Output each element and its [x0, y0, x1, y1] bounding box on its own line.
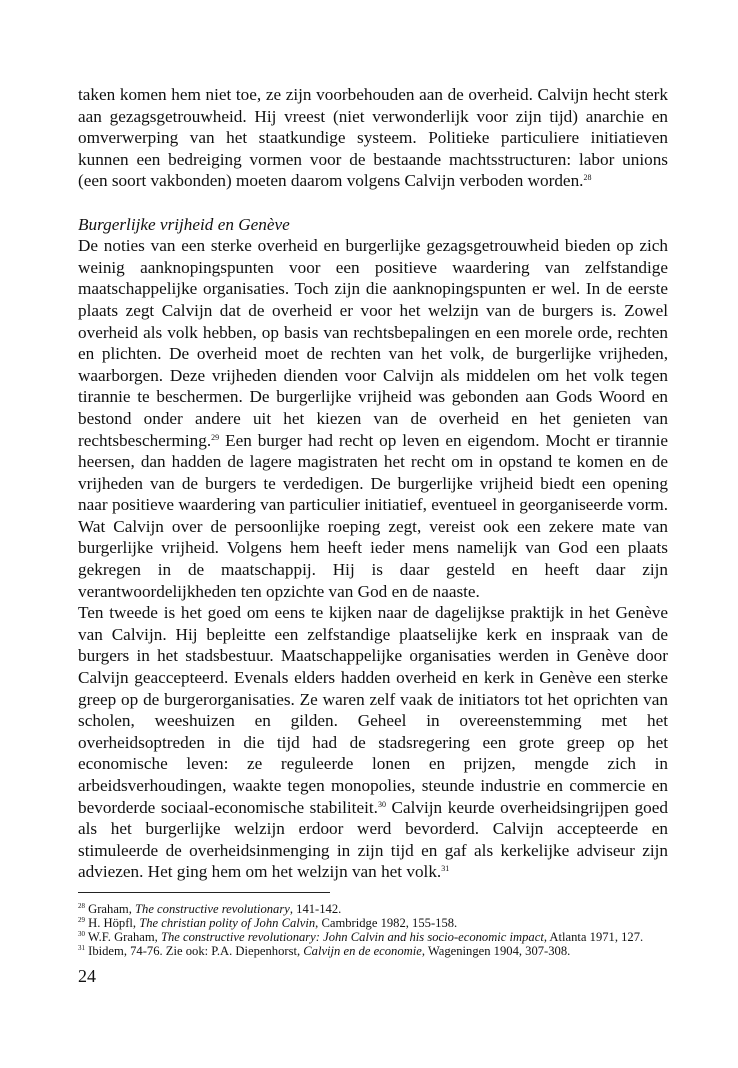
- paragraph-continuation: [78, 84, 668, 192]
- footnote-ref[interactable]: 31: [441, 864, 450, 874]
- section-heading: Burgerlijke vrijheid en Genève: [78, 214, 290, 234]
- paragraph-1: [78, 235, 668, 602]
- footnote-text: Ibidem, 74-76. Zie ook: P.A. Diepenhorst,: [85, 944, 304, 958]
- footnote-item: [78, 944, 668, 958]
- footnote-text: , 141-142.: [289, 902, 342, 916]
- footnote-text: , Atlanta 1971, 127.: [543, 930, 644, 944]
- footnote-text: , Cambridge 1982, 155-158.: [315, 916, 458, 930]
- footnote-number: 30: [78, 930, 85, 938]
- footnote-title: The constructive revolutionary: John Calvin and his socio-economic impact: [160, 930, 544, 944]
- paragraph-text: Een burger had recht op leven en eigendom. Mocht er tirannie heersen, dan hadden de lagere magistraten het recht om in opstand te komen en de vrijheden van de burgers te verdedigen. De burgerlijke vrijheid biedt een opening naar positieve waardering van particulier initiatief, eventueel in georganiseerde vorm. Wat Calvijn over de persoonlijke roeping zegt, vereist ook een zekere mate van burgerlijke vrijheid. Volgens hem heeft ieder mens namelijk van God een plaats gekregen in de maatschappij. Hij is daar gesteld en heeft daar zijn verantwoordelijkheden ten opzichte van God en de naaste.: [78, 430, 668, 601]
- footnote-text: W.F. Graham,: [85, 930, 161, 944]
- footnote-item: [78, 916, 668, 930]
- main-text: [78, 84, 668, 883]
- footnote-ref[interactable]: 29: [211, 432, 220, 442]
- footnote-item: [78, 930, 668, 944]
- footnote-title: The christian polity of John Calvin: [139, 916, 316, 930]
- paragraph-2: [78, 602, 668, 883]
- footnote-title: Calvijn en de economie: [303, 944, 422, 958]
- paragraph-text: Calvijn keurde overheidsingrijpen goed als het burgerlijke welzijn erdoor werd bevorderd. Calvijn accepteerde en stimuleerde de overheidsinmenging in zijn tijd en gaf als kerkelijke adviseur zijn adviezen. Het ging hem om het welzijn van het volk.: [78, 797, 668, 882]
- footnote-ref[interactable]: 28: [583, 173, 592, 183]
- footnote-ref[interactable]: 30: [377, 799, 386, 809]
- footnote-number: 28: [78, 902, 85, 910]
- footnote-text: , Wageningen 1904, 307-308.: [421, 944, 571, 958]
- footnote-item: [78, 902, 668, 916]
- footnote-title: The constructive revolutionary: [135, 902, 290, 916]
- footnote-divider: [78, 892, 330, 893]
- footnote-number: 31: [78, 944, 85, 952]
- paragraph-text: Ten tweede is het goed om eens te kijken naar de dagelijkse praktijk in het Genève van Calvijn. Hij bepleitte een zelfstandige plaatselijke kerk en inspraak van de burgers in het stadsbestuur. Maatschappelijke organisaties werden in Genève door Calvijn geaccepteerd. Evenals elders hadden overheid en kerk in Genève een sterke greep op de burgerorganisaties. Ze waren zelf vaak de initiators tot het oprichten van scholen, weeshuizen en gilden. Geheel in overeenstemming met het overheidsoptreden in die tijd had de stadsregering een grote greep op het economische leven: ze reguleerde lonen en prijzen, mengde zich in arbeidsverhoudingen, waakte tegen monopolies, steunde industrie en commercie en bevorderde sociaal-economische stabiliteit.: [78, 603, 668, 817]
- page-number: 24: [78, 966, 96, 986]
- footnote-number: 29: [78, 916, 85, 924]
- footnotes: [78, 902, 668, 958]
- paragraph-text: De noties van een sterke overheid en burgerlijke gezagsgetrouwheid bieden op zich weinig aanknopingspunten voor een positieve waardering van zelfstandige maatschappelijke organisaties. Toch zijn die aanknopingspunten er wel. In de eerste plaats zegt Calvijn dat de overheid er voor het welzijn van de burgers is. Zowel overheid als volk hebben, op basis van rechtsbepalingen en een morele orde, rechten en plichten. De overheid moet de rechten van het volk, de burgerlijke vrijheden, waarborgen. Deze vrijheden dienden voor Calvijn als middelen om het volk tegen tirannie te beschermen. De burgerlijke vrijheid was gebonden aan Gods Woord en bestond onder andere uit het kiezen van de overheid en het genieten van rechtsbescherming.: [78, 236, 668, 450]
- footnote-text: H. Höpfl,: [85, 916, 140, 930]
- paragraph-text: taken komen hem niet toe, ze zijn voorbehouden aan de overheid. Calvijn hecht sterk aan gezagsgetrouwheid. Hij vreest (niet verwonderlijk voor zijn tijd) anarchie en omverwerping van het staatkundige systeem. Politieke particuliere initiatieven kunnen een bedreiging vormen voor de bestaande machtsstructuren: labor unions (een soort vakbonden) moeten daarom volgens Calvijn verboden worden.: [78, 85, 668, 191]
- footnote-text: Graham,: [85, 902, 136, 916]
